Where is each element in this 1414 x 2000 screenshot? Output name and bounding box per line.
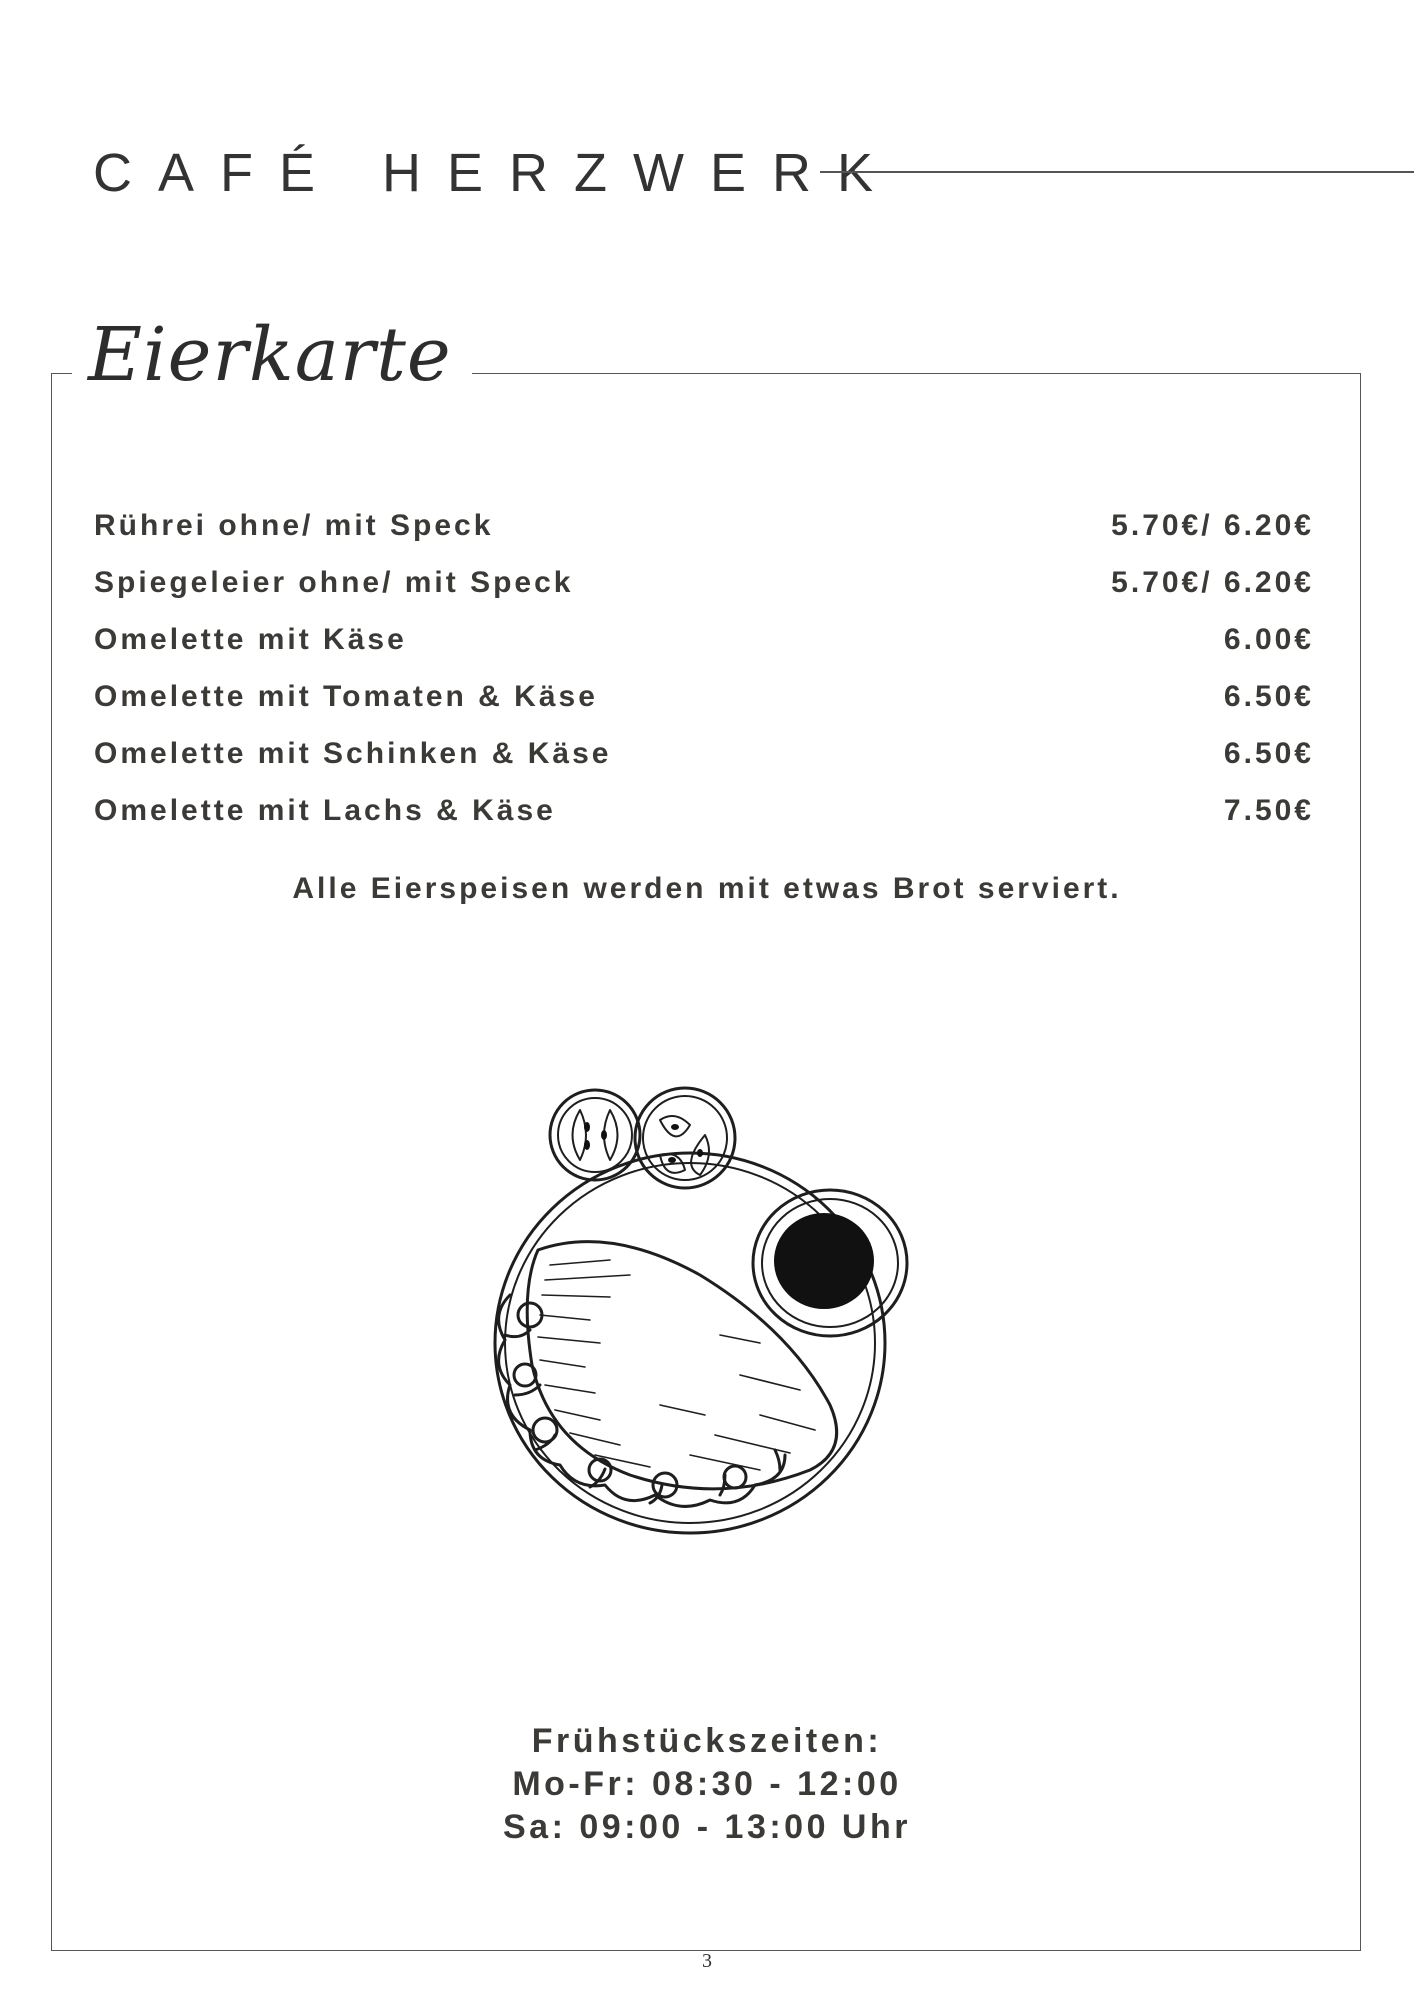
hours-saturday: Sa: 09:00 - 13:00 Uhr [503,1808,911,1846]
menu-item [94,782,1314,839]
hours-title: Frühstückszeiten: [531,1722,883,1760]
breakfast-hours [0,1720,1414,1849]
menu-item [94,554,1314,611]
menu-item-name: Omelette mit Käse [94,622,407,656]
menu-item-name: Omelette mit Tomaten & Käse [94,679,598,713]
section-title: Eierkarte [72,305,472,405]
menu-item-name: Omelette mit Schinken & Käse [94,736,612,770]
menu-item [94,725,1314,782]
menu-item-price: 6.50€ [1223,736,1314,770]
menu-item [94,668,1314,725]
menu-item-price: 7.50€ [1223,793,1314,827]
menu-item-name: Omelette mit Lachs & Käse [94,793,556,827]
page-number: 3 [702,1950,712,1972]
omelette-plate-illustration-icon [460,1075,930,1565]
menu-item-price: 6.50€ [1223,679,1314,713]
menu-item-price: 5.70€/ 6.20€ [1111,565,1314,599]
menu-item-price: 5.70€/ 6.20€ [1111,508,1314,542]
menu-item [94,611,1314,668]
hours-weekdays: Mo-Fr: 08:30 - 12:00 [512,1765,902,1803]
menu-item-name: Spiegeleier ohne/ mit Speck [94,565,574,599]
menu-item-name: Rührei ohne/ mit Speck [94,508,494,542]
menu-item [94,497,1314,554]
cafe-title: CAFÉ HERZWERK [93,143,900,203]
menu-item-price: 6.00€ [1223,622,1314,656]
bread-note: Alle Eierspeisen werden mit etwas Brot serviert. [292,872,1122,905]
menu-list [94,497,1314,839]
title-rule [820,171,1414,173]
